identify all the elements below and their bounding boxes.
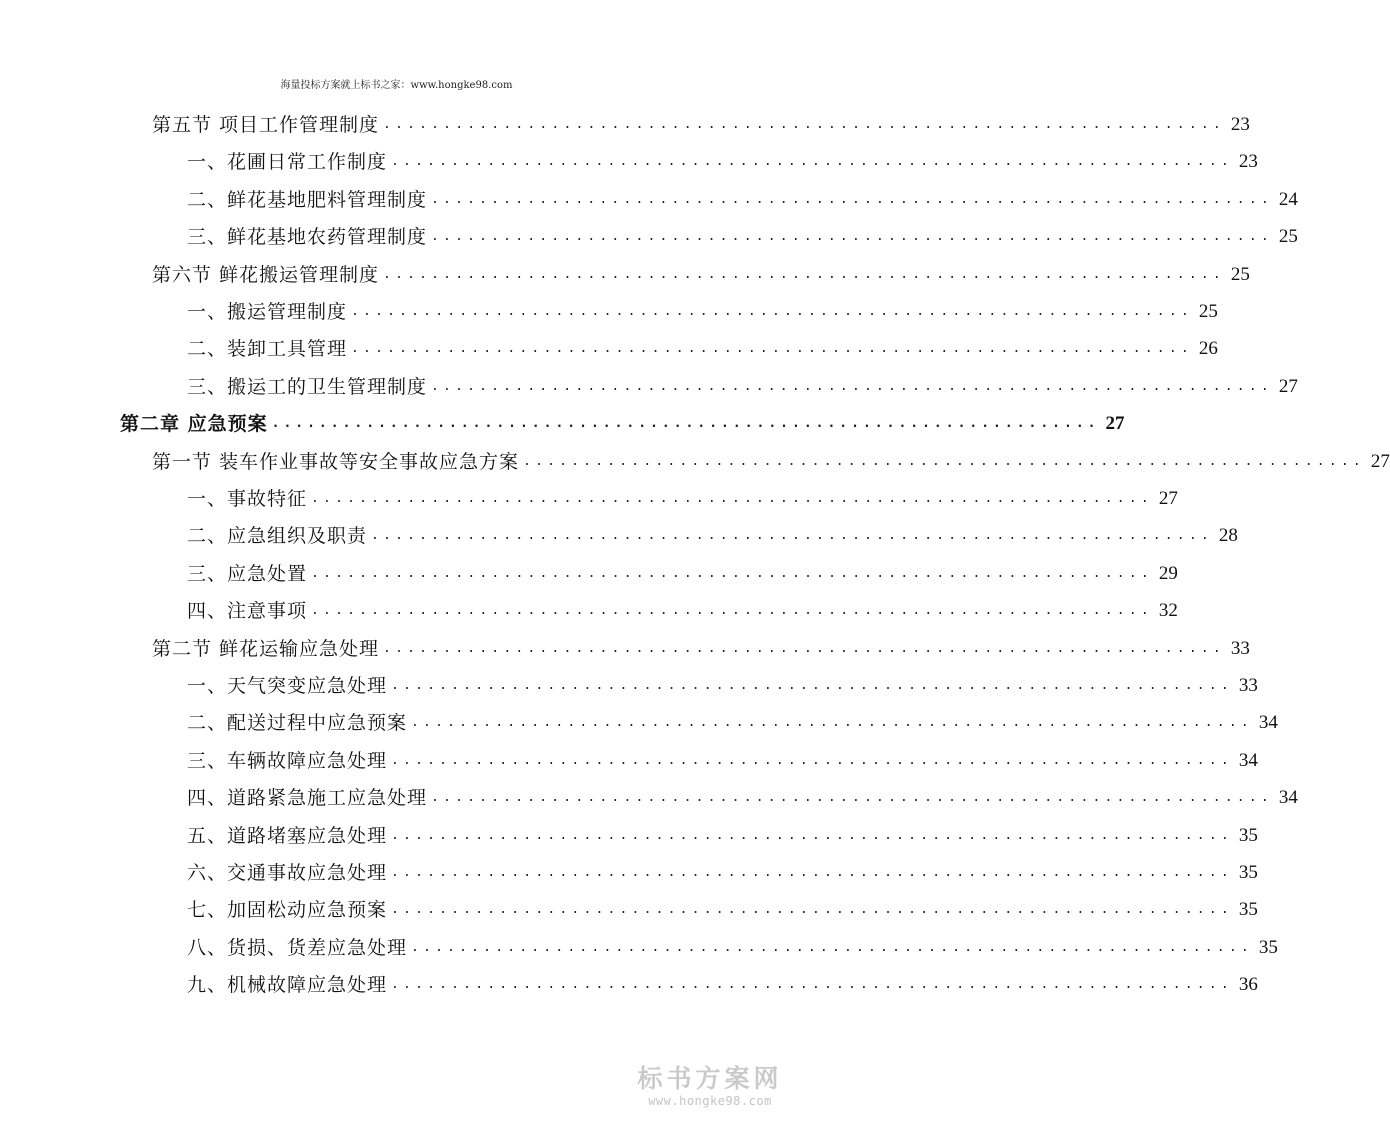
toc-entry-page-number: 34 bbox=[1258, 712, 1278, 734]
toc-entry-title: 第二章 应急预案 bbox=[120, 413, 268, 436]
toc-leader-dots: ...................................................................... bbox=[391, 865, 1233, 880]
toc-entry-page-number: 23 bbox=[1230, 114, 1250, 135]
toc-leader-dots: ...................................................................... bbox=[383, 117, 1225, 132]
toc-leader-dots: ...................................................................... bbox=[391, 678, 1233, 693]
toc-leader-dots: ...................................................................... bbox=[431, 191, 1273, 207]
watermark-url: www.hongke98.com bbox=[648, 1094, 772, 1108]
toc-entry[interactable] bbox=[0, 175, 1298, 211]
toc-leader-dots: ...................................................................... bbox=[311, 565, 1153, 581]
toc-entry-title: 第二节 鲜花运输应急处理 bbox=[152, 637, 380, 660]
toc-entry-page-number: 32 bbox=[1158, 600, 1178, 622]
toc-entry-page-number: 35 bbox=[1238, 899, 1258, 921]
toc-entry-page-number: 27 bbox=[1278, 375, 1298, 397]
toc-entry[interactable] bbox=[0, 960, 1258, 997]
toc-entry[interactable] bbox=[0, 287, 1218, 323]
toc-entry-title: 第五节 项目工作管理制度 bbox=[152, 114, 380, 136]
toc-leader-dots: ...................................................................... bbox=[351, 341, 1193, 357]
toc-entry-page-number: 34 bbox=[1238, 749, 1258, 771]
toc-leader-dots: ...................................................................... bbox=[371, 528, 1213, 544]
toc-entry-title: 一、搬运管理制度 bbox=[187, 301, 348, 323]
toc-entry-title: 二、应急组织及职责 bbox=[187, 525, 368, 548]
toc-entry-page-number: 35 bbox=[1258, 936, 1278, 958]
header-note: 海量投标方案就上标书之家：www.hongke98.com bbox=[280, 80, 513, 91]
toc-entry[interactable] bbox=[0, 399, 1125, 436]
toc-entry[interactable] bbox=[0, 324, 1218, 361]
toc-entry[interactable] bbox=[0, 212, 1298, 249]
toc-leader-dots: ...................................................................... bbox=[431, 229, 1273, 245]
toc-entry[interactable] bbox=[0, 848, 1258, 884]
toc-entry-page-number: 27 bbox=[1158, 488, 1178, 509]
toc-entry-page-number: 25 bbox=[1198, 301, 1218, 322]
toc-entry[interactable] bbox=[0, 511, 1238, 548]
toc-entry-title: 三、车辆故障应急处理 bbox=[187, 749, 388, 772]
toc-leader-dots: ...................................................................... bbox=[271, 416, 1100, 432]
toc-entry-page-number: 29 bbox=[1158, 562, 1178, 584]
toc-leader-dots: ...................................................................... bbox=[411, 939, 1253, 955]
toc-entry-title: 三、鲜花基地农药管理制度 bbox=[187, 226, 428, 249]
toc-leader-dots: ...................................................................... bbox=[431, 790, 1273, 806]
toc-leader-dots: ...................................................................... bbox=[391, 154, 1233, 170]
toc-entry-title: 二、装卸工具管理 bbox=[187, 338, 348, 361]
toc-entry-title: 五、道路堵塞应急处理 bbox=[187, 824, 388, 847]
toc-entry-title: 一、事故特征 bbox=[187, 488, 308, 510]
toc-entry-title: 二、配送过程中应急预案 bbox=[187, 712, 408, 735]
toc-entry-title: 六、交通事故应急处理 bbox=[187, 862, 388, 884]
toc-entry[interactable] bbox=[0, 885, 1258, 922]
watermark-title: 标书方案网 bbox=[637, 1064, 783, 1093]
toc-entry-page-number: 27 bbox=[1370, 450, 1390, 472]
toc-entry[interactable] bbox=[0, 362, 1298, 398]
toc-leader-dots: ...................................................................... bbox=[311, 603, 1153, 619]
toc-entry-page-number: 23 bbox=[1238, 151, 1258, 173]
toc-entry-page-number: 35 bbox=[1238, 862, 1258, 883]
toc-entry-page-number: 25 bbox=[1230, 263, 1250, 285]
toc-entry[interactable] bbox=[0, 474, 1178, 510]
toc-entry[interactable] bbox=[0, 624, 1250, 660]
toc-entry[interactable] bbox=[0, 736, 1258, 772]
toc-entry[interactable] bbox=[0, 773, 1298, 810]
toc-entry-page-number: 27 bbox=[1105, 413, 1125, 435]
toc-entry-page-number: 25 bbox=[1278, 226, 1298, 248]
toc-entry[interactable] bbox=[0, 549, 1178, 585]
toc-leader-dots: ...................................................................... bbox=[391, 902, 1233, 918]
toc-entry-page-number: 28 bbox=[1218, 525, 1238, 547]
toc-entry-page-number: 34 bbox=[1278, 787, 1298, 809]
toc-entry[interactable] bbox=[0, 437, 1390, 473]
toc-entry-title: 八、货损、货差应急处理 bbox=[187, 936, 408, 959]
toc-entry-title: 第六节 鲜花搬运管理制度 bbox=[152, 263, 380, 286]
toc-entry-title: 二、鲜花基地肥料管理制度 bbox=[187, 188, 428, 211]
toc-entry[interactable] bbox=[0, 100, 1250, 136]
toc-leader-dots: ...................................................................... bbox=[523, 453, 1365, 469]
toc-leader-dots: ...................................................................... bbox=[391, 977, 1233, 993]
toc-entry-title: 一、天气突变应急处理 bbox=[187, 675, 388, 697]
toc-leader-dots: ...................................................................... bbox=[383, 640, 1225, 656]
toc-entry-title: 三、应急处置 bbox=[187, 562, 308, 585]
toc-leader-dots: ...................................................................... bbox=[383, 266, 1225, 282]
toc-leader-dots: ...................................................................... bbox=[391, 752, 1233, 768]
toc-entry[interactable] bbox=[0, 137, 1258, 174]
toc-entry-page-number: 26 bbox=[1198, 338, 1218, 360]
toc-entry-page-number: 33 bbox=[1238, 675, 1258, 696]
toc-entry[interactable] bbox=[0, 923, 1278, 959]
toc-entry-title: 七、加固松动应急预案 bbox=[187, 899, 388, 922]
toc-leader-dots: ...................................................................... bbox=[391, 827, 1233, 843]
toc-entry[interactable] bbox=[0, 661, 1258, 697]
toc-entry-page-number: 35 bbox=[1238, 824, 1258, 846]
toc-entry-title: 第一节 装车作业事故等安全事故应急方案 bbox=[152, 450, 520, 473]
toc-entry[interactable] bbox=[0, 698, 1278, 735]
toc-entry-page-number: 24 bbox=[1278, 188, 1298, 210]
toc-entry-title: 三、搬运工的卫生管理制度 bbox=[187, 375, 428, 398]
toc-entry-title: 四、道路紧急施工应急处理 bbox=[187, 787, 428, 810]
toc-entry[interactable] bbox=[0, 250, 1250, 286]
toc-leader-dots: ...................................................................... bbox=[311, 491, 1153, 506]
watermark-logo bbox=[630, 1065, 790, 1109]
toc-leader-dots: ...................................................................... bbox=[431, 378, 1273, 394]
toc-entry-page-number: 33 bbox=[1230, 637, 1250, 659]
toc-entry-title: 四、注意事项 bbox=[187, 600, 308, 623]
toc-leader-dots: ...................................................................... bbox=[411, 715, 1253, 731]
toc-entry-page-number: 36 bbox=[1238, 974, 1258, 996]
toc-entry[interactable] bbox=[0, 811, 1258, 847]
toc-entry[interactable] bbox=[0, 586, 1178, 623]
toc-leader-dots: ...................................................................... bbox=[351, 304, 1193, 319]
toc-entry-title: 九、机械故障应急处理 bbox=[187, 974, 388, 997]
toc-entry-title: 一、花圃日常工作制度 bbox=[187, 151, 388, 174]
